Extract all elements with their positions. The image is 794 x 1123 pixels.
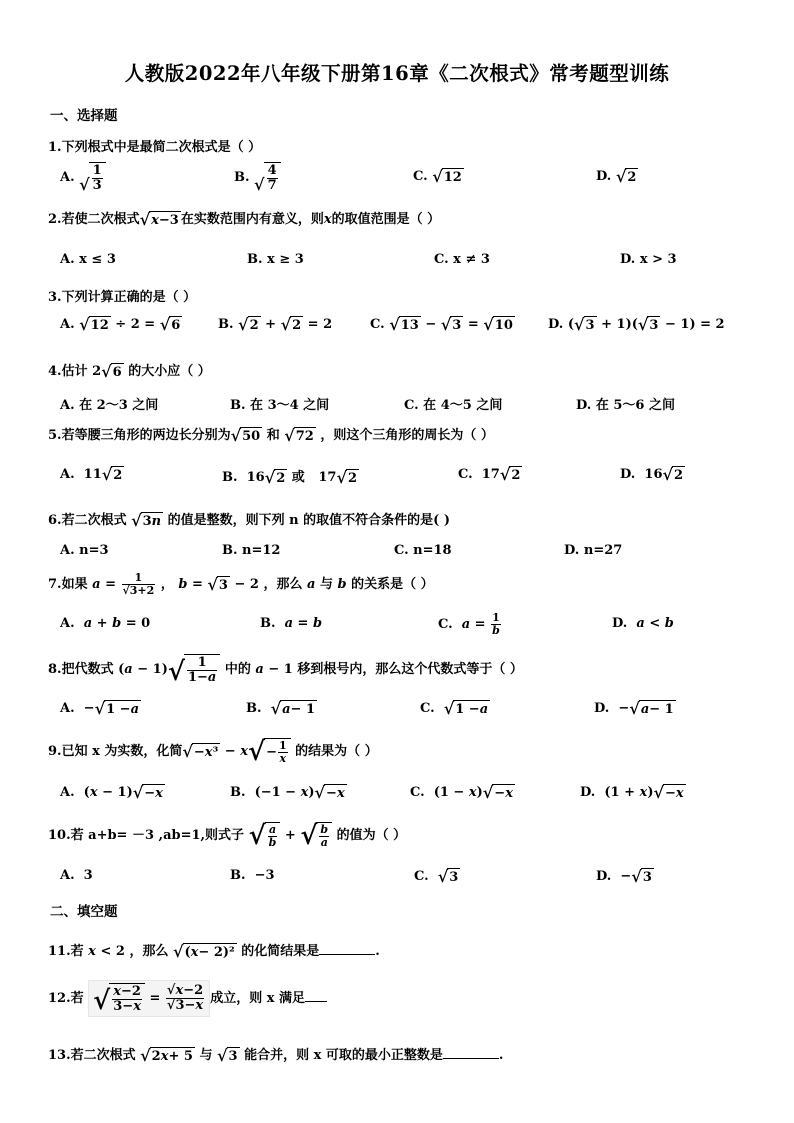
q12-answer-blank[interactable] [305, 989, 327, 1002]
section-choice: 一、选择题 [50, 108, 118, 124]
q8-option-c: C. √ 1 − a [420, 699, 489, 718]
q3-option-b: B. √ 2 + √ 2 = 2 [218, 315, 333, 334]
q5-options [0, 466, 794, 496]
q8-option-a: A. − √ 1 − a [60, 699, 139, 718]
q6-option-b: B. n=12 [222, 543, 281, 558]
question-11: 11.若 x < 2 ，那么 √ ( x − 2)² 的化简结果是 . [48, 942, 380, 961]
q10-option-a: A. 3 [60, 868, 93, 883]
question-2: 2.若使二次根式 √ x −3 在实数范围内有意义，则x的取值范围是（ ） [48, 210, 441, 229]
q5-option-a: A. 11 √ 2 [60, 465, 123, 484]
question-4: 4.估计 2 √ 6 的大小应（ ） [48, 362, 211, 381]
q1-option-d: D. √ 2 [596, 167, 637, 186]
question-7: 7.如果 a = $\frac{1}{√3+2}$ ， b = √ 3 − 2 ，那么 a 与 b 的关系是（ ） [48, 571, 434, 597]
question-1: 1.下列根式中是最简二次根式是（ ） [48, 140, 262, 155]
q4-option-c: C. 在 4～5 之间 [404, 398, 503, 413]
q9-option-c: C. (1 − x) √ − x [410, 783, 513, 802]
question-5: 5.若等腰三角形的两边长分别为 √ 50 和 √ 72 ，则这个三角形的周长为（ ） [48, 426, 494, 445]
q10-option-b: B. −3 [230, 868, 275, 883]
section-fill: 二、填空题 [50, 904, 118, 920]
q6-option-d: D. n=27 [564, 543, 623, 558]
q3-option-c: C. √ 13 − √ 3 = √ 10 [370, 315, 513, 334]
q13-answer-blank[interactable] [443, 1046, 499, 1059]
q7-options [0, 611, 794, 646]
q4-option-d: D. 在 5～6 之间 [576, 398, 676, 413]
q10-option-d: D. − √ 3 [596, 867, 652, 886]
q7-option-c: C. a = $\frac{1}{b}$ [438, 611, 500, 637]
q9-options [0, 784, 794, 814]
q8-options [0, 700, 794, 730]
q1-option-c: C. √ 12 [413, 167, 462, 186]
question-10: 10.若 a+b= －3 ,ab=1,则式子 √ $\frac{a}{b}$ + √ $\frac{b}{a}$ 的值为（ ） [48, 821, 407, 851]
q8-option-d: D. − √ a − 1 [594, 699, 674, 718]
q3-option-a: A. √ 12 ÷ 2 = √ 6 [60, 315, 181, 334]
q5-option-c: C. 17 √ 2 [458, 465, 521, 484]
q2-option-a: A. x ≤ 3 [60, 252, 116, 267]
q1-option-a: A. √ $\frac{1}{3}$ [60, 162, 106, 193]
q10-options [0, 868, 794, 898]
page-title: 人教版2022年八年级下册第16章《二次根式》常考题型训练 [124, 62, 670, 85]
q9-option-a: A. (x − 1) √ − x [60, 783, 163, 802]
q9-option-b: B. (−1 − x) √ − x [230, 783, 345, 802]
q2-option-b: B. x ≥ 3 [247, 252, 304, 267]
q7-option-a: A. a + b = 0 [60, 616, 151, 631]
q6-options [0, 543, 794, 573]
q8-option-b: B. √ a − 1 [246, 699, 315, 718]
q1-options [0, 162, 794, 192]
q5-option-b: B. 16 √ 2 或 17 √ 2 [222, 468, 358, 487]
q6-option-a: A. n=3 [60, 543, 109, 558]
question-8: 8.把代数式 (a − 1) √ $\frac{1}{1-a}$ 中的 a − 1 移到根号内，那么这个代数式等于（ ） [48, 655, 523, 687]
q2-option-c: C. x ≠ 3 [434, 252, 490, 267]
q9-option-d: D. (1 + x) √ − x [580, 783, 684, 802]
q2-option-d: D. x > 3 [620, 252, 677, 267]
question-12: 12.若 √ $\frac{x-2}{3-x}$ = $\frac{√x-2}{√3-x}$ 成立，则 x 满足 [48, 980, 327, 1017]
q6-option-c: C. n=18 [394, 543, 452, 558]
q5-option-d: D. 16 √ 2 [620, 465, 684, 484]
question-3: 3.下列计算正确的是（ ） [48, 290, 197, 305]
q3-options [0, 316, 794, 346]
q4-options [0, 394, 794, 424]
q12-equation-image: √ $\frac{x-2}{3-x}$ = $\frac{√x-2}{√3-x}$ [88, 980, 210, 1017]
q11-answer-blank[interactable] [319, 942, 375, 955]
q2-options [0, 252, 794, 282]
q10-option-c: C. √ 3 [414, 867, 459, 886]
question-6: 6.若二次根式 √ 3 n 的值是整数，则下列 n 的取值不符合条件的是( ) [48, 511, 450, 530]
q4-option-b: B. 在 3～4 之间 [230, 398, 330, 413]
q4-option-a: A. 在 2～3 之间 [60, 398, 159, 413]
q3-option-d: D. ( √ 3 + 1)( √ 3 − 1) = 2 [548, 315, 725, 334]
q7-option-d: D. a < b [612, 616, 674, 631]
q7-option-b: B. a = b [260, 616, 323, 631]
question-13: 13.若二次根式 √ 2 x + 5 与 √ 3 能合并，则 x 可取的最小正整数是 . [48, 1046, 504, 1065]
q1-option-b: B. √ $\frac{4}{7}$ [234, 162, 281, 193]
question-9: 9.已知 x 为实数，化简 √ − x ³ − x √ − $\frac{1}{x}$ 的结果为（ ） [48, 737, 378, 767]
